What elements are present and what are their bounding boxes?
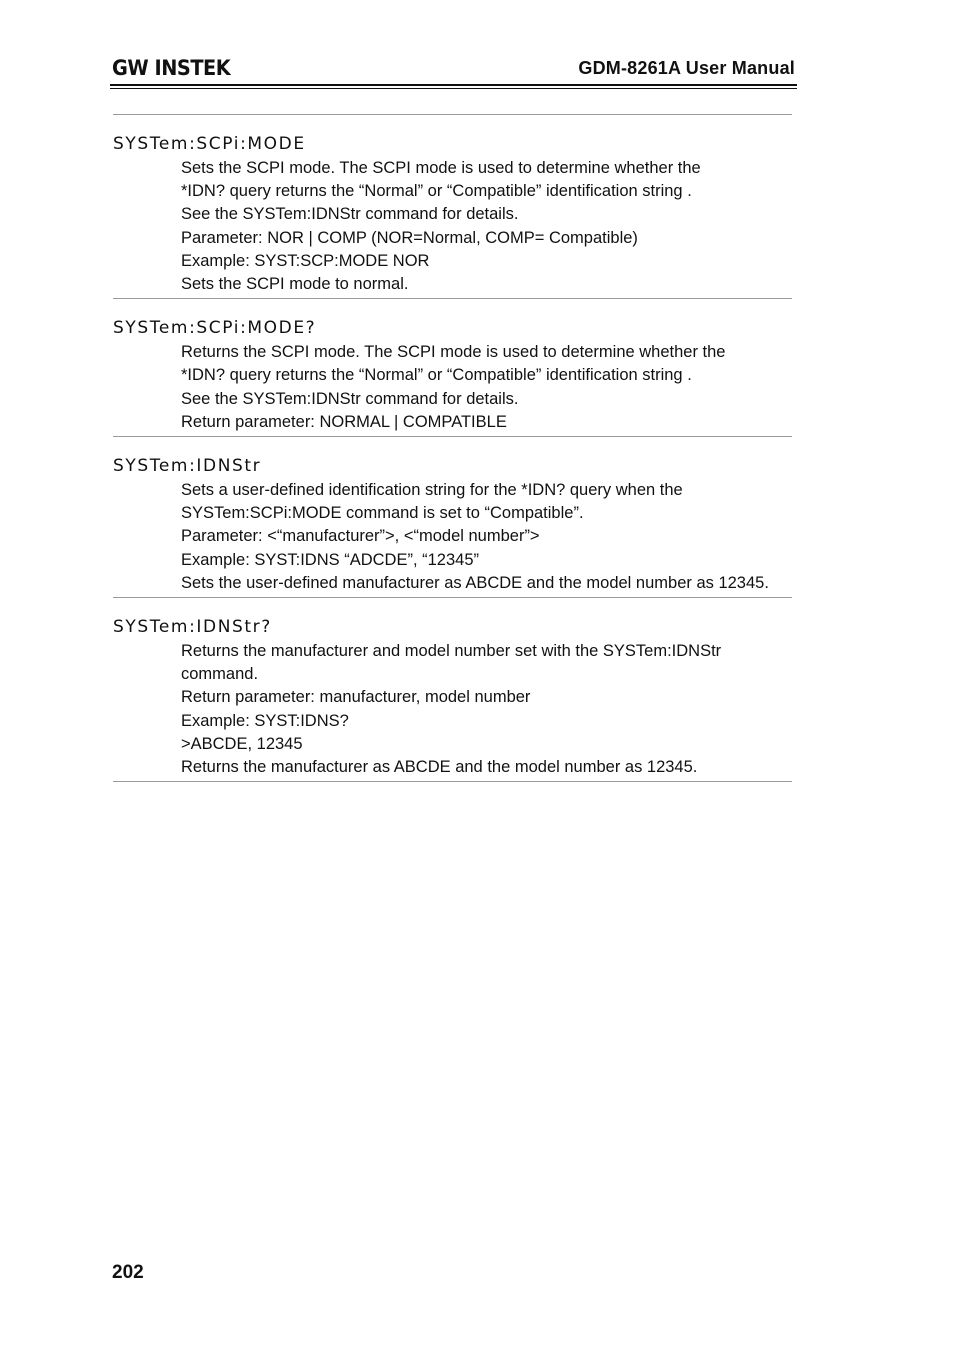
command-name: SYSTem:SCPi:MODE?: [113, 318, 317, 339]
header-divider-thin: [110, 88, 797, 89]
example-line: Example: SYST:IDNS “ADCDE”, “12345”: [181, 550, 480, 569]
command-section-idnstr: [113, 436, 792, 597]
command-name: SYSTem:SCPi:MODE: [113, 134, 306, 154]
description-line: Returns the manufacturer and model number set with the SYSTem:IDNStr command.: [181, 642, 722, 684]
command-name: SYSTem:IDNStr?: [113, 617, 272, 638]
page-number: 202: [112, 1262, 144, 1283]
description-line: *IDN? query returns the “Normal” or “Compatible” identification string .: [181, 182, 692, 201]
command-name: SYSTem:IDNStr: [113, 456, 262, 477]
parameter-line: Parameter: NOR | COMP (NOR=Normal, COMP= Compatible): [181, 228, 638, 247]
description-line: *IDN? query returns the “Normal” or “Compatible” identification string .: [181, 366, 692, 385]
parameter-line: Parameter: <“manufacturer”>, <“model number”>: [181, 527, 540, 546]
command-description: [181, 640, 792, 779]
example-line: Example: SYST:SCP:MODE NOR: [181, 251, 430, 270]
description-line: Sets the user-defined manufacturer as ABCDE and the model number as 12345.: [181, 573, 769, 592]
command-description: [181, 341, 792, 434]
description-line: Returns the SCPI mode. The SCPI mode is used to determine whether the: [181, 343, 726, 362]
example-response-line: >ABCDE, 12345: [181, 734, 303, 753]
svg-text:GW INSTEK: GW INSTEK: [112, 56, 231, 78]
command-section-scpi-mode-query: [113, 298, 792, 436]
description-line: Sets a user-defined identification string for the *IDN? query when the: [181, 481, 683, 500]
description-line: See the SYSTem:IDNStr command for details.: [181, 389, 519, 408]
command-reference: [113, 114, 792, 782]
command-section-scpi-mode: [113, 114, 792, 298]
description-line: SYSTem:SCPi:MODE command is set to “Compatible”.: [181, 504, 584, 523]
description-line: Sets the SCPI mode to normal.: [181, 275, 409, 294]
command-description: [181, 479, 792, 595]
description-line: Returns the manufacturer as ABCDE and the model number as 12345.: [181, 758, 698, 777]
manual-title: GDM-8261A User Manual: [578, 58, 795, 78]
header-divider: [110, 84, 797, 86]
description-line: Sets the SCPI mode. The SCPI mode is used to determine whether the: [181, 159, 701, 177]
return-parameter-line: Return parameter: manufacturer, model number: [181, 688, 531, 707]
command-section-idnstr-query: [113, 597, 792, 782]
description-line: See the SYSTem:IDNStr command for details.: [181, 205, 519, 224]
gw-instek-logo: [112, 56, 232, 78]
example-line: Example: SYST:IDNS?: [181, 711, 349, 730]
return-parameter-line: Return parameter: NORMAL | COMPATIBLE: [181, 412, 507, 431]
command-description: [181, 157, 792, 296]
